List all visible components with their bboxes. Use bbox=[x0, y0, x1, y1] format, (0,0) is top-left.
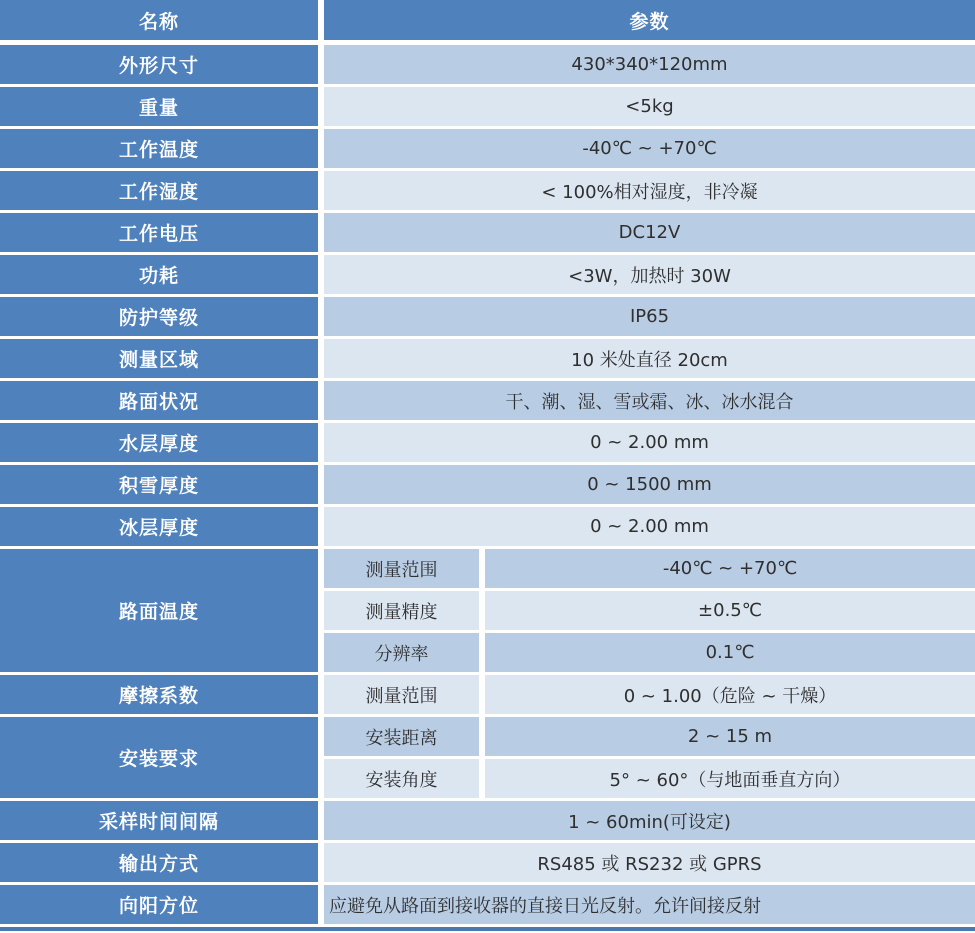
name-cell: 安装要求 bbox=[0, 717, 318, 798]
spec-row bbox=[0, 423, 975, 462]
value-cell: 0 ~ 2.00 mm bbox=[324, 423, 975, 462]
spec-row bbox=[0, 507, 975, 546]
table-header-row bbox=[0, 0, 975, 40]
spec-row bbox=[0, 339, 975, 378]
name-cell: 重量 bbox=[0, 87, 318, 126]
value-cell: < 100%相对湿度，非冷凝 bbox=[324, 171, 975, 210]
name-cell: 工作温度 bbox=[0, 129, 318, 168]
name-cell: 水层厚度 bbox=[0, 423, 318, 462]
value-cell: -40℃ ~ +70℃ bbox=[324, 129, 975, 168]
value-cell: 0.1℃ bbox=[485, 633, 975, 672]
sub-row bbox=[324, 675, 975, 714]
name-cell: 测量区域 bbox=[0, 339, 318, 378]
spec-row bbox=[0, 465, 975, 504]
sub-rows bbox=[324, 717, 975, 798]
value-cell: DC12V bbox=[324, 213, 975, 252]
value-cell: 0 ~ 1.00（危险 ~ 干燥） bbox=[485, 675, 975, 714]
name-cell: 积雪厚度 bbox=[0, 465, 318, 504]
name-cell: 外形尺寸 bbox=[0, 45, 318, 84]
name-cell: 向阳方位 bbox=[0, 885, 318, 924]
value-cell: 2 ~ 15 m bbox=[485, 717, 975, 756]
group-row-installation-requirements bbox=[0, 717, 975, 798]
value-cell: <3W，加热时 30W bbox=[324, 255, 975, 294]
spec-row bbox=[0, 885, 975, 924]
value-cell: 10 米处直径 20cm bbox=[324, 339, 975, 378]
value-cell: 干、潮、湿、雪或霜、冰、冰水混合 bbox=[324, 381, 975, 420]
sub-row bbox=[324, 633, 975, 672]
name-cell: 采样时间间隔 bbox=[0, 801, 318, 840]
name-cell: 摩擦系数 bbox=[0, 675, 318, 714]
header-name-cell: 名称 bbox=[0, 0, 318, 40]
value-cell: 0 ~ 1500 mm bbox=[324, 465, 975, 504]
sub-label-cell: 测量范围 bbox=[324, 675, 479, 714]
spec-row bbox=[0, 171, 975, 210]
value-cell: 应避免从路面到接收器的直接日光反射。允许间接反射 bbox=[324, 885, 975, 924]
spec-row bbox=[0, 87, 975, 126]
spec-row bbox=[0, 45, 975, 84]
group-row-friction-coefficient bbox=[0, 675, 975, 714]
name-cell: 路面状况 bbox=[0, 381, 318, 420]
sub-label-cell: 安装距离 bbox=[324, 717, 479, 756]
spec-row bbox=[0, 129, 975, 168]
header-param-cell: 参数 bbox=[324, 0, 975, 40]
sub-label-cell: 分辨率 bbox=[324, 633, 479, 672]
value-cell: <5kg bbox=[324, 87, 975, 126]
sub-row bbox=[324, 549, 975, 588]
value-cell: 0 ~ 2.00 mm bbox=[324, 507, 975, 546]
name-cell: 防护等级 bbox=[0, 297, 318, 336]
spec-row bbox=[0, 843, 975, 882]
name-cell: 工作湿度 bbox=[0, 171, 318, 210]
spec-row bbox=[0, 297, 975, 336]
sub-rows bbox=[324, 549, 975, 672]
value-cell: ±0.5℃ bbox=[485, 591, 975, 630]
name-cell: 工作电压 bbox=[0, 213, 318, 252]
spec-row bbox=[0, 381, 975, 420]
sub-label-cell: 测量精度 bbox=[324, 591, 479, 630]
name-cell: 冰层厚度 bbox=[0, 507, 318, 546]
name-cell: 功耗 bbox=[0, 255, 318, 294]
spec-row bbox=[0, 255, 975, 294]
value-cell: -40℃ ~ +70℃ bbox=[485, 549, 975, 588]
sub-row bbox=[324, 591, 975, 630]
name-cell: 路面温度 bbox=[0, 549, 318, 672]
name-cell: 输出方式 bbox=[0, 843, 318, 882]
sub-rows bbox=[324, 675, 975, 714]
value-cell: 1 ~ 60min(可设定) bbox=[324, 801, 975, 840]
table-bottom-border bbox=[0, 927, 975, 931]
value-cell: RS485 或 RS232 或 GPRS bbox=[324, 843, 975, 882]
value-cell: IP65 bbox=[324, 297, 975, 336]
sub-row bbox=[324, 759, 975, 798]
value-cell: 430*340*120mm bbox=[324, 45, 975, 84]
sub-label-cell: 安装角度 bbox=[324, 759, 479, 798]
value-cell: 5° ~ 60°（与地面垂直方向） bbox=[485, 759, 975, 798]
sub-row bbox=[324, 717, 975, 756]
spec-row bbox=[0, 213, 975, 252]
spec-row bbox=[0, 801, 975, 840]
group-row-road-temperature bbox=[0, 549, 975, 672]
sub-label-cell: 测量范围 bbox=[324, 549, 479, 588]
